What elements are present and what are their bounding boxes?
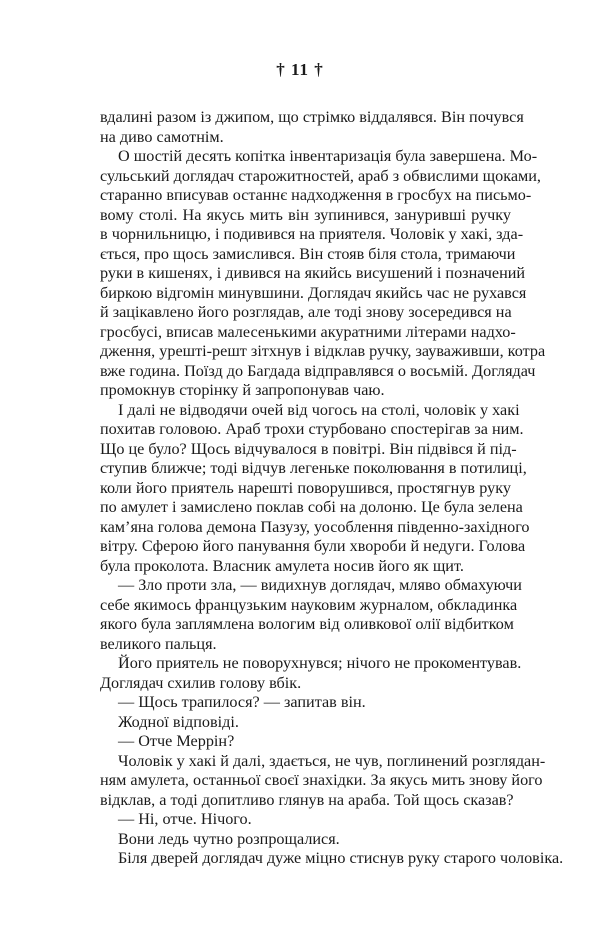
text-line: биркою відгомін минувшини. Доглядач якийсь час не рухався (100, 283, 527, 302)
text-line: сульський доглядач старожитностей, араб з обвислими щоками, (100, 166, 541, 185)
text-line: — Ні, отче. Нічого. (118, 810, 252, 828)
text-line: великого пальця. (100, 634, 217, 653)
text-line: руки в кишенях, і дивився на якийсь висушений і позначений (100, 264, 526, 282)
text-line: О шостій десять копітка інвентаризація була завершена. Мо- (118, 147, 538, 165)
text-line: Доглядач схилив голову вбік. (100, 673, 302, 692)
text-line: коли його приятель нарешті поворушився, простягнув руку (100, 478, 511, 497)
body-text (100, 108, 564, 869)
text-line: кам’яна голова демона Пазузу, уособлення південно-західного (100, 517, 530, 536)
text-line: відклав, а тоді допитливо глянув на араба. Той щось сказав? (100, 790, 514, 809)
text-line: Що це було? Щось відчувалося в повітрі. Він підвівся й під- (100, 439, 517, 458)
text-line: якого була заплямлена вологим від оливкової олії відбитком (100, 615, 514, 633)
text-line: І далі не відводячи очей від чогось на столі, чоловік у хакі (118, 400, 520, 419)
text-line: вітру. Сферою його панування були хвороби й недуги. Голова (100, 537, 526, 555)
text-line: ням амулета, останньої своєї знахідки. За якусь мить знову його (100, 771, 543, 789)
text-line: вдалині разом із джипом, що стрімко віддалявся. Він почувся (100, 108, 524, 126)
text-line: — Отче Меррін? (118, 732, 235, 750)
text-line: була проколота. Власник амулета носив його як щит. (100, 556, 464, 575)
text-line: похитав головою. Араб трохи стурбовано спостерігав за ним. (100, 420, 524, 438)
text-line: дження, урешті-решт зітхнув і відклав ручку, зауваживши, котра (100, 342, 546, 360)
text-line: вому столі. На якусь мить він зупинився, занурившi ручку (100, 205, 511, 224)
text-line: гросбусі, вписав малесенькими акуратними літерами надхо- (100, 322, 516, 341)
text-line: Вони ледь чутно розпрощалися. (118, 829, 340, 848)
text-line: на диво самотнім. (100, 127, 224, 146)
text-line: промокнув сторінку й запропонував чаю. (100, 381, 385, 399)
text-line: — Зло проти зла, — видихнув доглядач, мляво обмахуючи (118, 576, 522, 594)
text-line: в чорнильницю, і подивився на приятеля. Чоловік у хакі, зда- (100, 225, 524, 243)
text-line: себе якимось французьким науковим журналом, обкладинка (100, 595, 518, 614)
text-line: й зацікавлено його розглядав, але тоді знову зосередився на (100, 303, 512, 321)
text-line: ється, про щось замислився. Він стояв біля стола, тримаючи (100, 244, 516, 263)
text-line: Біля дверей доглядач дуже міцно стиснув руку старого чоловіка. (118, 849, 564, 867)
page-number: † 11 † (276, 60, 324, 79)
text-line: Чоловік у хакі й далі, здається, не чув, поглинений розглядан- (118, 751, 546, 770)
text-line: по амулет і замислено поклав собі на долоню. Це була зелена (100, 498, 523, 516)
text-line: Його приятель не поворухнувся; нічого не прокоментував. (118, 654, 522, 672)
text-line: ступив ближче; тоді відчув легеньке поколювання в потилиці, (100, 459, 527, 477)
text-line: Жодної відповіді. (118, 712, 239, 731)
text-line: — Щось трапилося? — запитав він. (118, 693, 366, 711)
text-line: вже година. Поїзд до Багдада відправлявся о восьмій. Доглядач (100, 361, 536, 380)
text-line: старанно вписував останнє надходження в гросбух на письмо- (100, 186, 532, 204)
